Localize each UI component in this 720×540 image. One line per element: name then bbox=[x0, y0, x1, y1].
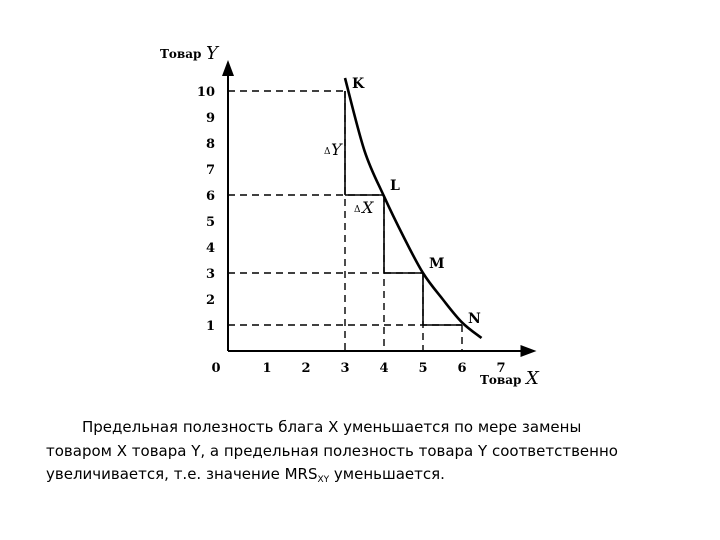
y-tick-label-7: 7 bbox=[205, 163, 215, 178]
caption-line-3 bbox=[46, 463, 658, 487]
x-axis-arrow bbox=[521, 345, 537, 357]
mrs-subscript: XY bbox=[317, 475, 330, 485]
y-tick-label-9: 9 bbox=[205, 111, 215, 126]
caption bbox=[46, 416, 658, 487]
x-tick-label-2: 2 bbox=[301, 361, 311, 376]
point-label-K: K bbox=[352, 76, 365, 92]
caption-line-1: Предельная полезность блага X уменьшается по мере замены bbox=[82, 418, 582, 436]
y-axis-arrow bbox=[222, 60, 234, 76]
delta-x-symbol: Δ bbox=[354, 205, 361, 215]
delta-y-symbol: Δ bbox=[324, 147, 331, 157]
y-axis-word: Товар bbox=[160, 47, 202, 61]
x-tick-label-4: 4 bbox=[379, 361, 389, 376]
y-tick-label-1: 1 bbox=[205, 319, 215, 334]
y-tick-label-10: 10 bbox=[196, 85, 215, 100]
caption-line-3-text: увеличивается, т.е. значение MRS bbox=[46, 465, 318, 483]
y-tick-label-6: 6 bbox=[205, 189, 215, 204]
y-axis-letter: Y bbox=[206, 43, 218, 64]
point-label-L: L bbox=[390, 178, 400, 194]
caption-line-3-end: уменьшается. bbox=[329, 465, 445, 483]
y-tick-label-2: 2 bbox=[205, 293, 215, 308]
delta-y-letter: Y bbox=[331, 140, 342, 159]
point-label-N: N bbox=[468, 311, 481, 327]
x-tick-label-3: 3 bbox=[340, 361, 350, 376]
axes bbox=[222, 60, 537, 357]
y-tick-label-3: 3 bbox=[205, 267, 215, 282]
x-tick-label-6: 6 bbox=[457, 361, 467, 376]
x-tick-label-5: 5 bbox=[418, 361, 428, 376]
y-tick-label-5: 5 bbox=[205, 215, 215, 230]
x-axis-letter: X bbox=[526, 368, 539, 389]
x-axis-word: Товар bbox=[480, 373, 522, 387]
tick-labels bbox=[197, 85, 506, 376]
caption-line-2: товаром X товара Y, а предельная полезность товара Y соответственно bbox=[46, 441, 618, 460]
delta-x-letter: X bbox=[362, 198, 374, 217]
point-label-M: M bbox=[429, 256, 445, 272]
y-tick-label-8: 8 bbox=[205, 137, 215, 152]
x-tick-label-1: 1 bbox=[262, 361, 272, 376]
x-tick-label-7: 7 bbox=[496, 361, 506, 376]
y-tick-label-4: 4 bbox=[205, 241, 215, 256]
x-tick-label-0: 0 bbox=[211, 361, 221, 376]
